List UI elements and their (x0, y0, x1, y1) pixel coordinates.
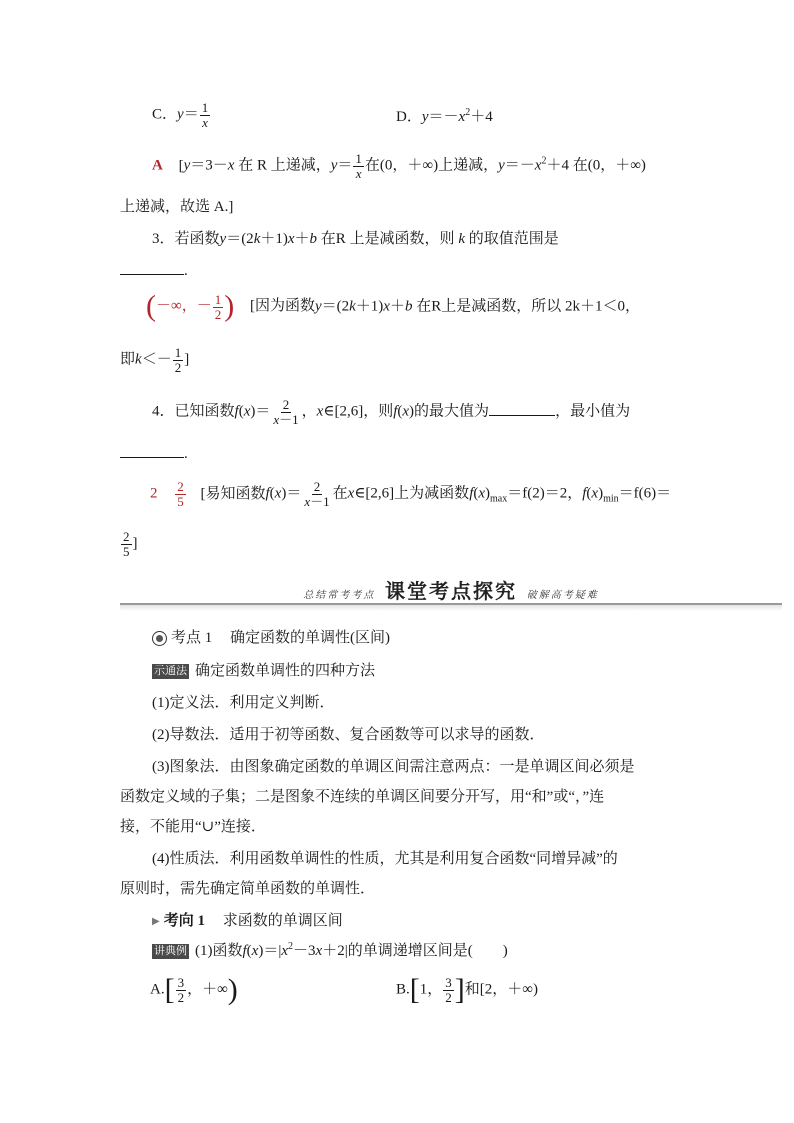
q2-answer-line1: A [y＝3－x 在 R 上递减，y＝ $\frac{1}{x}$ 在(0，＋∞)上递减，$y=-x^2+4$ 在(0，＋∞) (152, 151, 646, 181)
method-3-line1: (3)图象法．由图象确定函数的单调区间需注意两点：一是单调区间必须是 (152, 759, 635, 775)
section-right-text: 破解高考疑难 (526, 590, 599, 601)
q3-answer: (－∞，－ $\frac{1}{2}$ ) [因为函数y＝(2k＋1)x＋b 在R上是减函数，所以 2k＋1＜0， (146, 290, 640, 323)
q3-stem: 3．若函数y＝(2k＋1)x＋b 在R 上是减函数，则 k 的取值范围是 (152, 231, 559, 247)
answer-max: 2 (150, 485, 158, 502)
section-title: 课堂考点探究 (385, 579, 517, 603)
q4-explain-line2: $\frac{2}{5}$ ] (123, 529, 138, 559)
q3-blank-line: . (120, 264, 188, 279)
option-d: D．$y=-x^2+4$ (396, 107, 493, 125)
kaodian-heading: 考点 1 确定函数的单调性(区间) (152, 631, 390, 646)
method-3-line2: 函数定义域的子集；二是图象不连续的单调区间要分开写，用“和”或“，”连 (120, 789, 605, 805)
answer-blank (120, 274, 184, 275)
q3-explain-line2: 即k＜－ $\frac{1}{2}$ ] (120, 345, 190, 375)
method-1: (1)定义法．利用定义判断． (152, 695, 335, 711)
min-blank (120, 457, 184, 458)
section-left-text: 总结常考考点 (303, 590, 376, 601)
section-divider-shade (120, 605, 782, 611)
answer-interval: (－∞，－ $\frac{1}{2}$ ) (146, 290, 235, 323)
answer-min: $\frac{2}{5}$ (177, 479, 184, 509)
method-4-line1: (4)性质法．利用函数单调性的性质，尤其是利用复合函数“同增异减”的 (152, 851, 618, 867)
q4-blank-line: . (120, 447, 188, 462)
method-2: (2)导数法．适用于初等函数、复合函数等可以求导的函数． (152, 727, 545, 743)
q4-stem: 4．已知函数f(x)＝ $\frac{2}{x-1}$ ，x∈[2,6]，则f(x)的最大值为 ，最小值为 (152, 397, 631, 427)
section-header (120, 581, 782, 602)
kaoxiang-heading: ▶ 考向 1 求函数的单调区间 (152, 913, 343, 929)
circle-bullet-icon (152, 631, 167, 646)
example-option-a: A.[ $\frac{3}{2}$ ，＋∞) (150, 973, 238, 1006)
q4-answer: 2 $\frac{2}{5}$ [易知函数f(x)＝ $\frac{2}{x-1}$ 在x∈[2,6]上为减函数$f(x)_{max}=f(2)=2$，$f(x)_{min}=f(6)=$ (150, 479, 672, 509)
method-3-line3: 接，不能用“∪”连接． (120, 819, 266, 835)
example-stem: 讲典例 (1)函数$f(x)=|x^2-3x+2|$的单调递增区间是( ) (154, 941, 508, 960)
example-option-b: B.[1， $\frac{3}{2}$ ]和[2，＋∞) (396, 973, 538, 1006)
triangle-right-icon: ▶ (152, 915, 160, 927)
example-tag: 讲典例 (152, 944, 189, 959)
q2-answer-line2: 上递减，故选 A.] (120, 199, 234, 215)
method-4-line2: 原则时，需先确定简单函数的单调性． (120, 881, 376, 897)
max-blank (489, 415, 555, 416)
method-heading: 示通法 确定函数单调性的四种方法 (154, 663, 376, 680)
method-tag: 示通法 (152, 664, 189, 679)
fraction-1-over-x: $\frac{1}{x}$ (201, 100, 209, 130)
answer-letter: A (152, 157, 163, 174)
option-c: C．y＝ $\frac{1}{x}$ (152, 100, 209, 130)
